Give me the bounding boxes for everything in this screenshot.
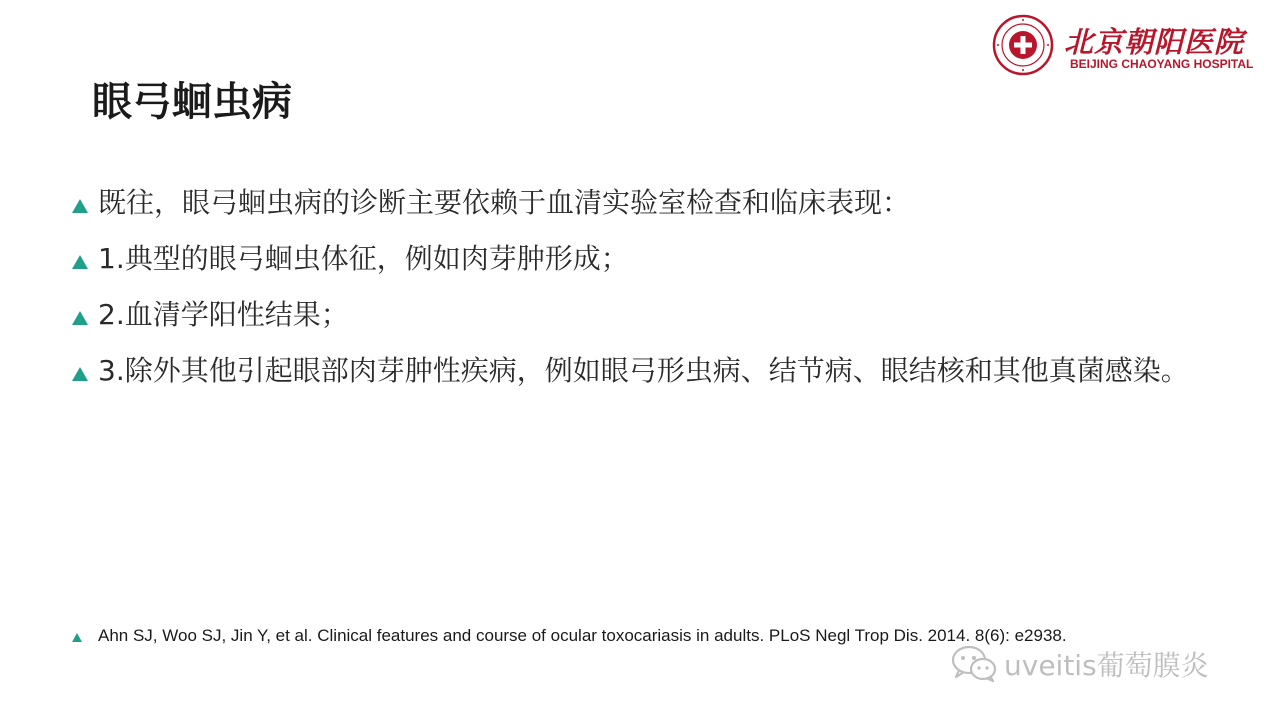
reference-text: Ahn SJ, Woo SJ, Jin Y, et al. Clinical features and course of ocular toxocariasis in adults. PLoS Negl Trop Dis. 2014. 8(6): e2938. (98, 626, 1067, 645)
bullet-item (70, 296, 1220, 334)
bullet-text: 1.典型的眼弓蛔虫体征，例如肉芽肿形成； (98, 242, 629, 275)
triangle-bullet-icon (72, 367, 88, 381)
bullet-item (70, 184, 1220, 222)
bullet-item (70, 240, 1220, 278)
triangle-bullet-icon (72, 311, 88, 325)
wechat-icon (950, 644, 998, 684)
bullet-text: 3.除外其他引起眼部肉芽肿性疾病，例如眼弓形虫病、结节病、眼结核和其他真菌感染。 (98, 354, 1189, 387)
hospital-logo (992, 14, 1262, 76)
hospital-seal-icon (992, 14, 1054, 76)
bullet-list (70, 184, 1220, 408)
watermark (950, 644, 1209, 684)
bullet-text: 2.血清学阳性结果； (98, 298, 349, 331)
hospital-name-cn: 北京朝阳医院 (1064, 25, 1245, 59)
bullet-text: 既往，眼弓蛔虫病的诊断主要依赖于血清实验室检查和临床表现： (98, 186, 911, 219)
triangle-bullet-icon (72, 199, 88, 213)
slide-title: 眼弓蛔虫病 (92, 79, 292, 125)
reference-citation (70, 626, 1067, 646)
hospital-name-en: BEIJING CHAOYANG HOSPITAL (1070, 57, 1254, 71)
watermark-text: uveitis葡萄膜炎 (1004, 649, 1209, 682)
triangle-bullet-icon (72, 633, 82, 642)
triangle-bullet-icon (72, 255, 88, 269)
bullet-item (70, 352, 1220, 390)
